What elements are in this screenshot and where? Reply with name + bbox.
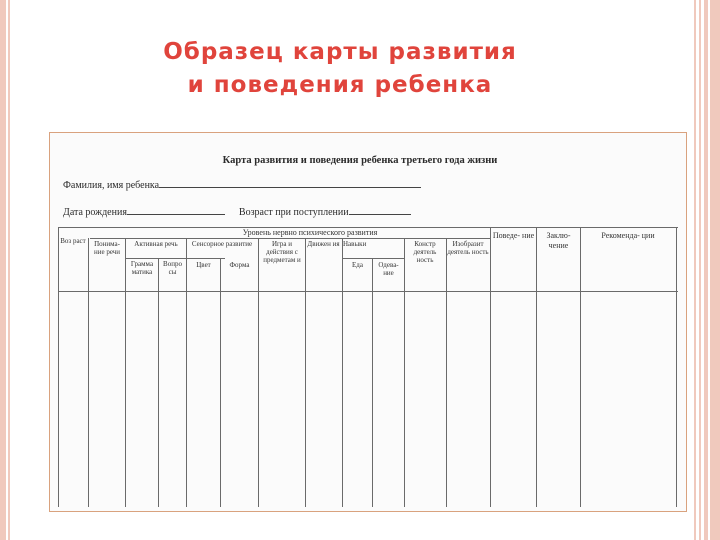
left-border-stripe <box>0 0 10 540</box>
subheader-eating: Еда <box>352 261 363 269</box>
col-line-7 <box>305 238 306 507</box>
header-conclusion: Заклю- чение <box>546 231 571 250</box>
col-line-13 <box>536 227 537 507</box>
header-skills: Навыки <box>343 240 367 248</box>
header-construct-activity: Констр деятель ность <box>413 240 437 264</box>
slide-title <box>100 36 580 102</box>
col-line-2 <box>125 238 126 507</box>
admission-age-label: Возраст при поступлении <box>238 207 349 218</box>
subheader-shape: Форма <box>229 261 250 269</box>
slide-title-line-1: Образец карты развития <box>163 39 517 65</box>
birth-field-label: Дата рождения <box>63 207 127 218</box>
table-header-bottom <box>58 291 678 292</box>
header-level-development: Уровень нервно психического развития <box>242 228 378 237</box>
col-line-1 <box>88 238 89 507</box>
table-level-divider <box>90 238 490 239</box>
col-line-5 <box>220 258 221 507</box>
name-field-label: Фамилия, имя ребенка <box>63 180 160 191</box>
development-table <box>50 133 688 513</box>
col-line-4 <box>186 238 187 507</box>
col-line-12 <box>490 227 491 507</box>
header-sensory: Сенсорное развитие <box>191 240 253 248</box>
col-line-11 <box>446 238 447 507</box>
header-active-speech: Активная речь <box>134 240 178 248</box>
right-border-stripe <box>690 0 720 540</box>
subheader-questions: Вопро сы <box>163 260 182 276</box>
development-card-form <box>50 133 686 511</box>
header-visual-activity: Изобразит деятель ность <box>447 240 489 256</box>
subheader-dressing: Одева- ние <box>378 261 399 277</box>
table-subheader-divider <box>125 258 225 259</box>
table-right-border <box>676 227 677 507</box>
header-age: Воз раст <box>60 237 86 245</box>
table-subheader-divider-skills <box>342 258 404 259</box>
form-heading: Карта развития и поведения ребенка третьего года жизни <box>222 155 498 166</box>
header-recommendations: Рекоменда- ции <box>601 231 655 240</box>
slide-title-line-2: и поведения ребенка <box>187 72 493 98</box>
col-line-8 <box>342 238 343 507</box>
col-line-9 <box>372 258 373 507</box>
col-line-6 <box>258 238 259 507</box>
scanned-document-image <box>49 132 687 512</box>
header-movement: Движен ия <box>307 240 340 248</box>
header-behavior: Поведе- ние <box>492 231 535 240</box>
header-speech-understanding: Понима- ние речи <box>93 240 121 256</box>
subheader-color: Цвет <box>196 261 211 269</box>
col-line-14 <box>580 227 581 507</box>
col-line-3 <box>158 258 159 507</box>
col-line-10 <box>404 238 405 507</box>
header-play-actions: Игра и действия с предметам и <box>263 240 301 264</box>
table-left-border <box>58 227 59 507</box>
subheader-grammar: Граммa матика <box>130 260 154 276</box>
